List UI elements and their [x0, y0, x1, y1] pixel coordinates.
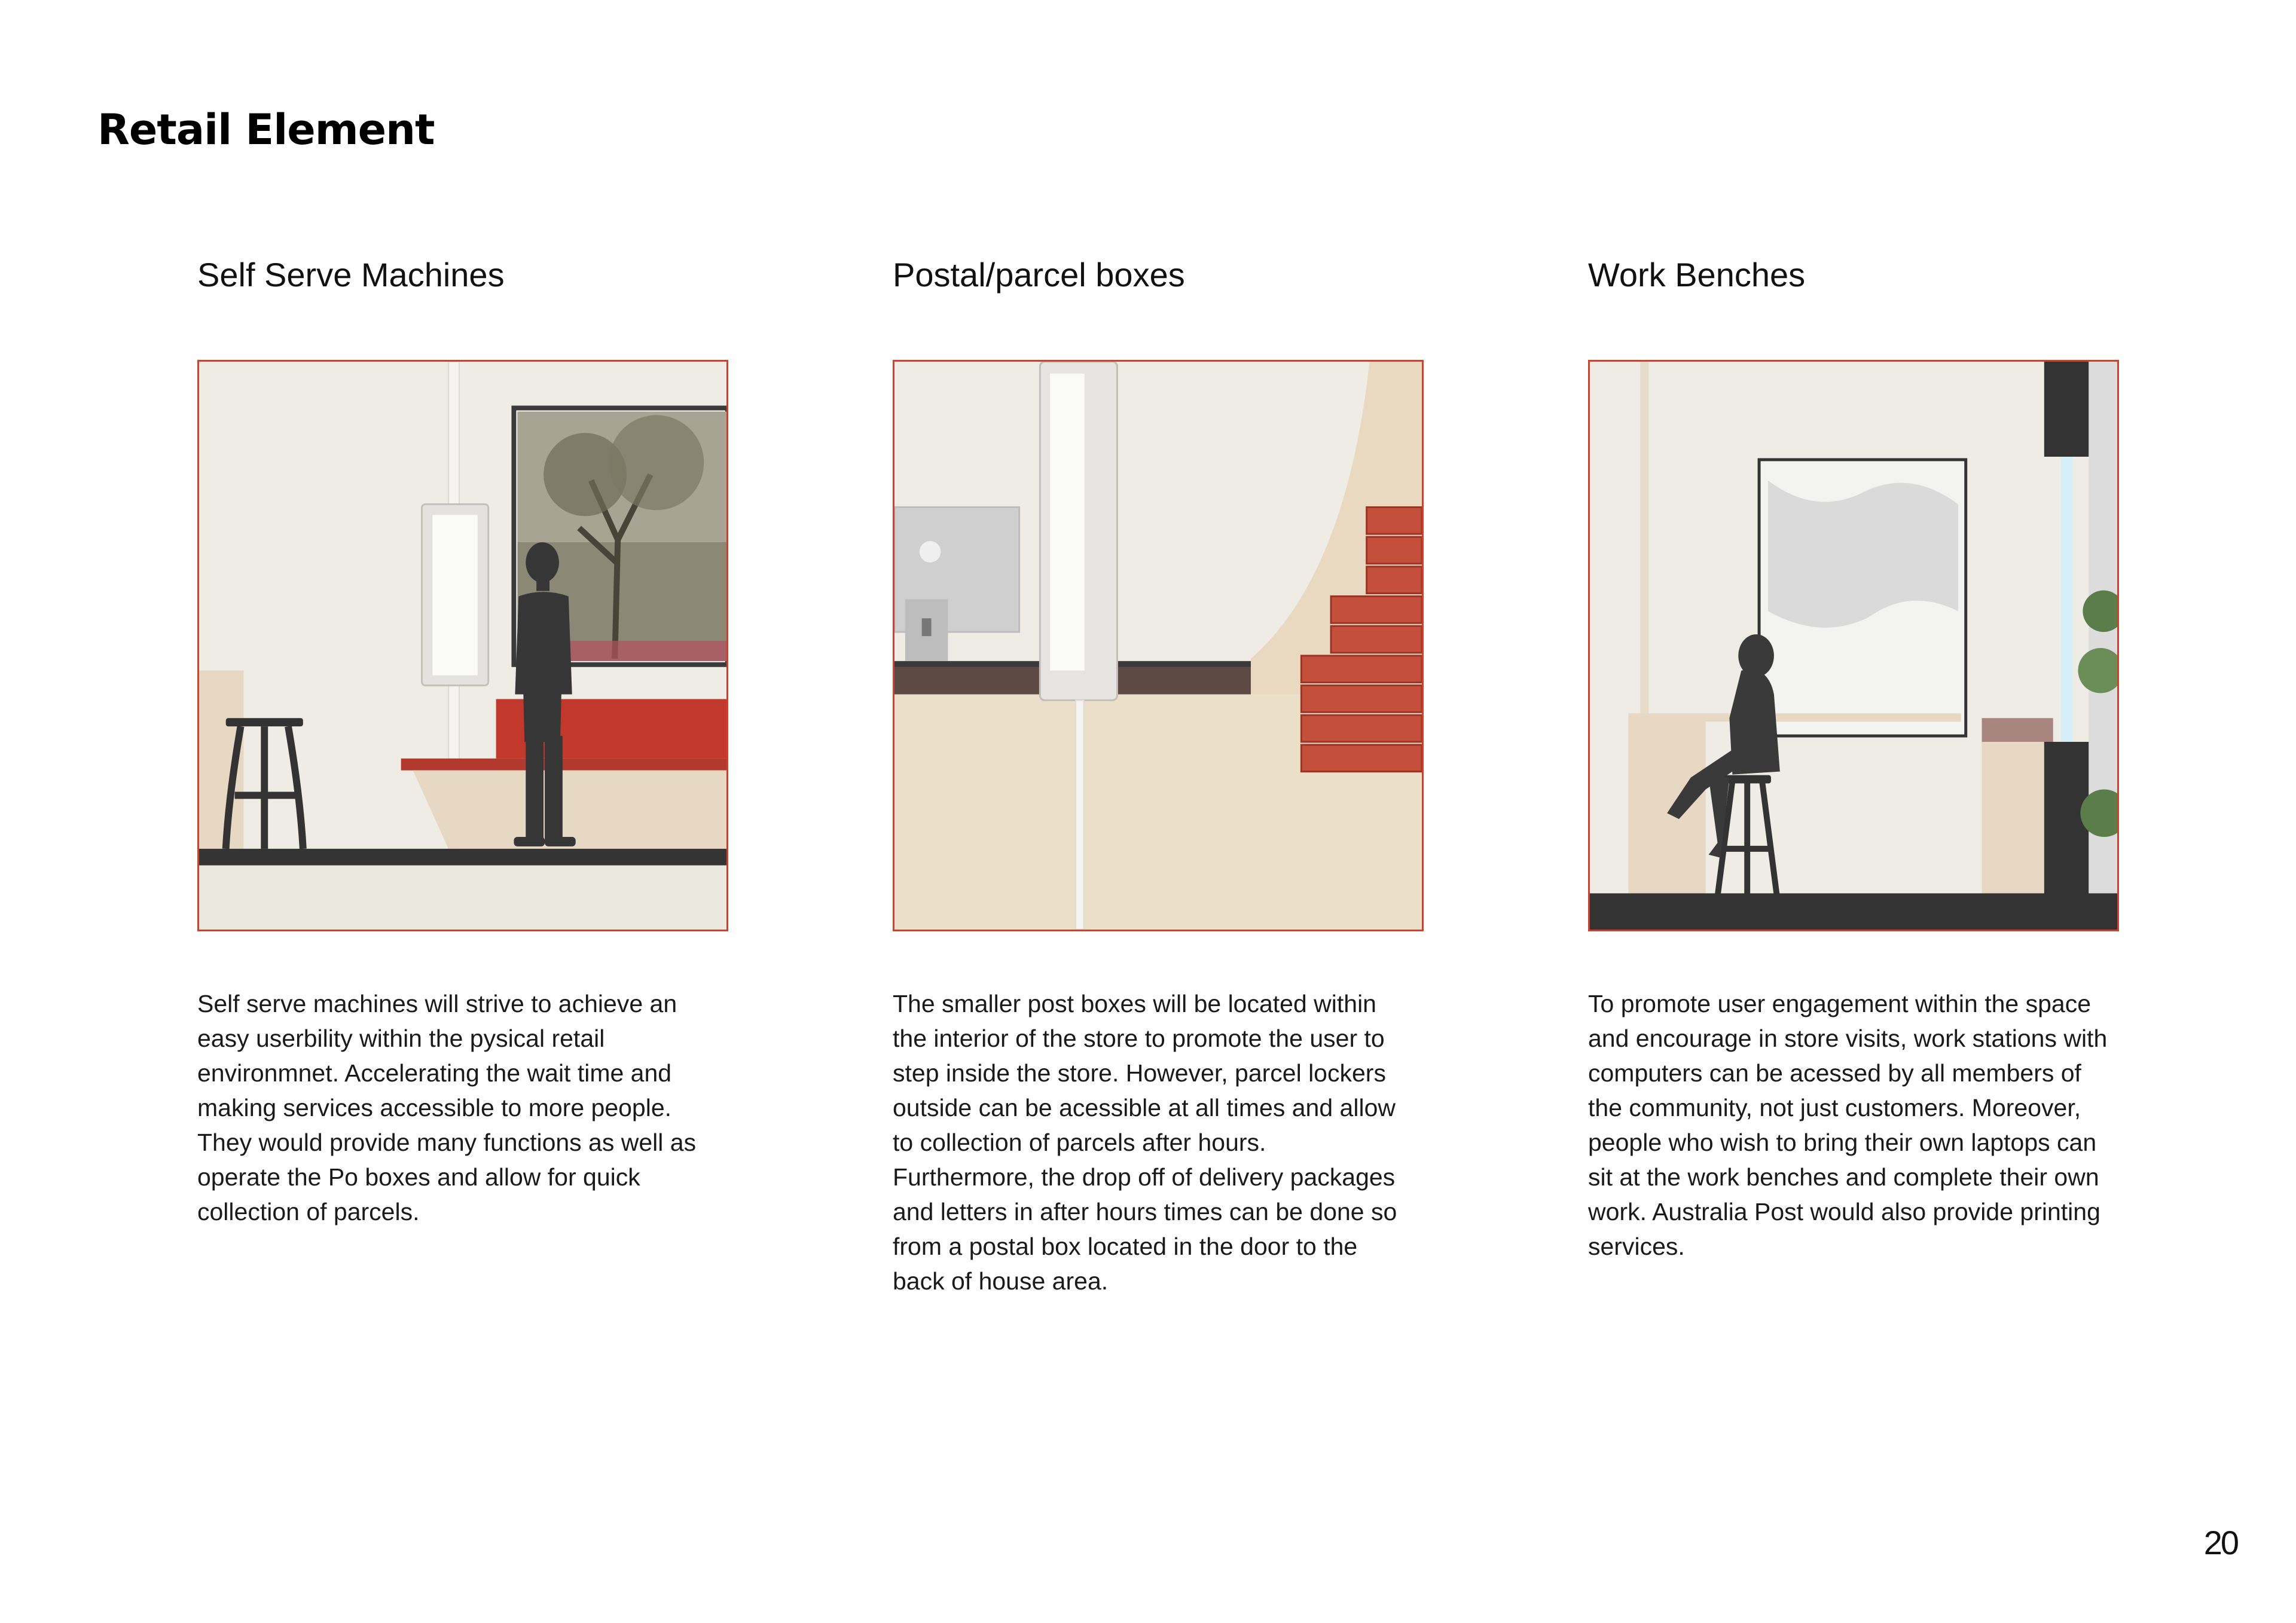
postal-boxes-illustration	[893, 360, 1424, 931]
section-description: To promote user engagement within the space and encourage in store visits, work stations with computers can be acessed by all members of the community, not just customers. Moreover, people who wish to bring their own laptops can sit at the work benches and complete their own work. Australia Post would also provide printing services.	[1588, 990, 2108, 1260]
self-serve-scene	[199, 362, 726, 930]
section-postal-parcel-boxes	[893, 251, 1425, 1295]
section-description: Self serve machines will strive to achieve an easy userbility within the pysical retail environmnet. Accelerating the wait time and making services accessible to more people. They would provide many functions as well as operate the Po boxes and allow for quick collection of parcels.	[197, 990, 697, 1225]
work-benches-illustration	[1588, 360, 2119, 931]
section-heading: Work Benches	[1588, 256, 1806, 294]
self-serve-machine-illustration	[197, 360, 728, 931]
section-description: The smaller post boxes will be located within the interior of the store to promote the user to step inside the store. However, parcel lockers outside can be acessible at all times and allow to collection of parcels after hours. Furthermore, the drop off of delivery packages and letters in after hours times can be done so from a postal box located in the door to the back of house area.	[893, 990, 1397, 1295]
section-self-serve-machines	[197, 251, 729, 1225]
section-heading: Postal/parcel boxes	[893, 256, 1185, 294]
postal-boxes-scene	[894, 362, 1422, 930]
section-work-benches	[1588, 251, 2120, 1260]
page-title: Retail Element	[97, 105, 435, 154]
section-heading: Self Serve Machines	[197, 256, 505, 294]
work-benches-scene	[1590, 362, 2117, 930]
page-number: 20	[2203, 1524, 2237, 1561]
